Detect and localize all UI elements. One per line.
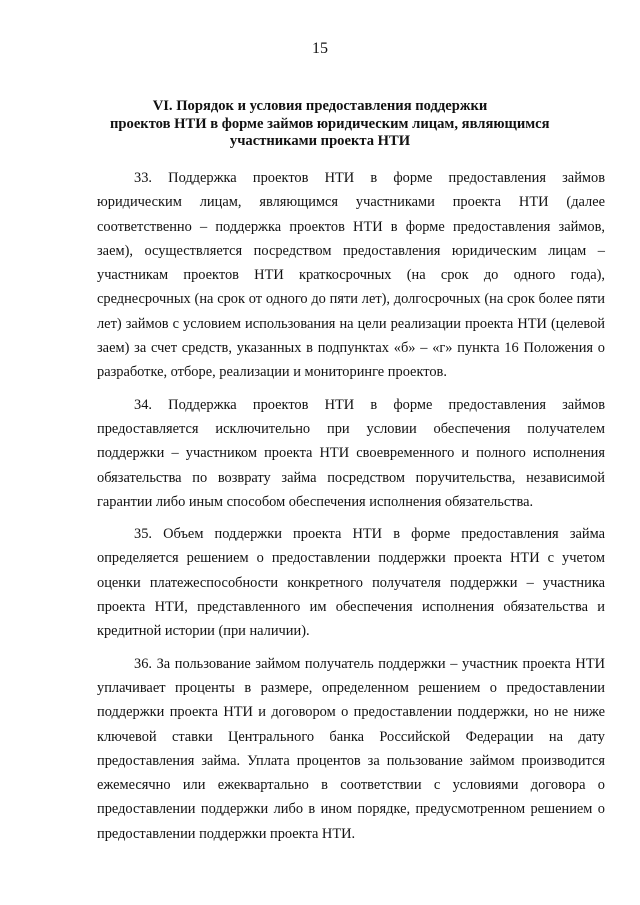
body-text <box>97 166 605 854</box>
paragraph-36: 36. За пользование займом получатель поддержки – участник проекта НТИ уплачивает проценты в размере, определенном решением о предоставлении поддержки проекта НТИ и договором о предоставлении поддержки, но не ниже ключевой ставки Центрального банка Российской Федерации на дату предоставления займа. Уплата процентов за пользование займом производится ежемесячно или ежеквартально в соответствии с условиями договора о предоставлении поддержки либо в ином порядке, предусмотренном решением о предоставлении поддержки проекта НТИ. <box>97 655 605 842</box>
section-heading-line: VI. Порядок и условия предоставления поддержки <box>152 98 488 114</box>
paragraph-35: 35. Объем поддержки проекта НТИ в форме предоставления займа определяется решением о предоставлении поддержки проекта НТИ с учетом оценки платежеспособности конкретного получателя поддержки – участника проекта НТИ, представленного им обеспечения исполнения обязательства и кредитной истории (при наличии). <box>97 526 605 640</box>
section-heading <box>110 98 550 151</box>
section-heading-line: участниками проекта НТИ <box>229 133 411 149</box>
paragraph-34: 34. Поддержка проектов НТИ в форме предоставления займов предоставляется исключительно при условии обеспечения получателем поддержки – участником проекта НТИ своевременного и полного исполнения обязательства по возврату займа посредством поручительства, независимой гарантии либо иным способом обеспечения исполнения обязательства. <box>97 396 605 510</box>
page-number: 15 <box>312 40 328 57</box>
paragraph-33: 33. Поддержка проектов НТИ в форме предоставления займов юридическим лицам, являющимся участниками проекта НТИ (далее соответственно – поддержка проектов НТИ в форме предоставления займов, заем), осуществляется посредством предоставления юридическим лицам – участникам проектов НТИ краткосрочных (на срок до одного года), среднесрочных (на срок от одного до пяти лет), долгосрочных (на срок более пяти лет) займов с условием использования на цели реализации проекта НТИ (целевой заем) за счет средств, указанных в подпунктах «б» – «г» пункта 16 Положения о разработке, отборе, реализации и мониторинге проектов. <box>97 170 605 381</box>
section-heading-line: проектов НТИ в форме займов юридическим лицам, являющимся <box>110 115 550 132</box>
